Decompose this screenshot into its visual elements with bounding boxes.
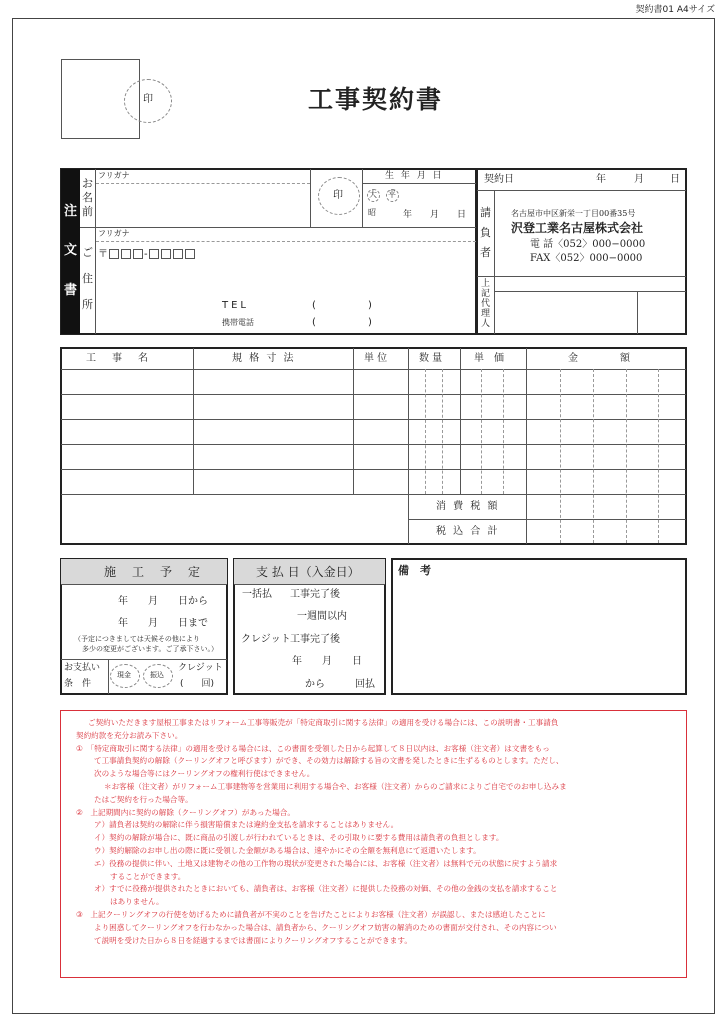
divider [362, 169, 363, 227]
col-header-unit: 単 位 [364, 353, 388, 364]
divider [108, 659, 109, 694]
divider [96, 183, 310, 184]
notice-line: て説明を受けた日から８日を経過するまでは書面によりクーリングオフすることができます。 [94, 935, 412, 945]
divider [593, 369, 594, 543]
lump-sum-label: 一括払 [242, 589, 272, 600]
birth-ymd: 年 月 日 [403, 210, 467, 220]
furigana-label-2: フリガナ [98, 229, 130, 238]
ukeoi-label-2: 負 [480, 226, 491, 239]
schedule-note-1: （予定につきましては天候その他により [74, 635, 200, 643]
address-label-3: 所 [82, 298, 93, 311]
credit-2: 年 月 日 [292, 656, 362, 667]
divider [481, 369, 482, 494]
remarks-title: 備 考 [398, 564, 431, 577]
address-label-2: 住 [82, 272, 93, 285]
divider [560, 369, 561, 543]
era-taisho: 大 [369, 190, 377, 199]
name-stamp-label: 印 [333, 190, 343, 201]
divider [95, 169, 96, 334]
side-label-3: 書 [64, 283, 78, 298]
notice-line: て工事請負契約の解除（クーリングオフと呼びます）ができ、その効力は解除する旨の文書を発したときに生ずるものとします。ただし、 [94, 756, 564, 766]
schedule-from: 年 月 日から [118, 596, 208, 607]
postal-mark: 〒 [98, 249, 108, 260]
contract-year: 年 [596, 174, 606, 185]
side-label-2: 文 [64, 243, 78, 258]
transfer-option: 振込 [150, 671, 164, 679]
contractor-phone: 電 話〈052〉000−0000 [530, 239, 646, 250]
divider [460, 348, 461, 495]
divider [96, 241, 476, 242]
mobile-label: 携帯電話 [222, 318, 254, 327]
notice-line: オ）すでに役務が提供されたときにおいても、請負者は、お客様（注文者）に提供した役務の対価、その他の金銭の支払を請求すること [94, 884, 558, 894]
credit-3: から 回払 [305, 679, 375, 690]
cash-option: 現金 [117, 671, 131, 679]
contract-month: 月 [634, 174, 644, 185]
schedule-to: 年 月 日まで [118, 618, 208, 629]
remarks-block [391, 558, 687, 695]
agent-label-3: 代 [481, 299, 491, 309]
schedule-title: 施 工 予 定 [104, 565, 203, 579]
payment-date-title: 支 払 日（入金日） [256, 565, 360, 579]
doc-size-label: 契約書01 A4サイズ [635, 5, 715, 15]
credit-label: クレジット [241, 634, 291, 645]
divider [526, 348, 527, 544]
tax-label: 消 費 税 額 [436, 501, 500, 512]
era-heisei: 平 [388, 190, 396, 199]
divider [353, 348, 354, 495]
ukeoi-label-3: 者 [480, 246, 491, 259]
birth-label: 生 年 月 日 [385, 171, 444, 181]
divider [494, 291, 686, 292]
divider [61, 659, 227, 660]
side-label-1: 注 [64, 204, 78, 219]
col-header-spec: 規 格 寸 法 [232, 353, 296, 364]
col-header-name: 工 事 名 [86, 353, 151, 364]
contractor-block [476, 168, 687, 335]
contractor-address: 名古屋市中区新栄一丁目00番35号 [511, 209, 636, 218]
notice-line: はありません。 [110, 897, 164, 907]
notice-line: 次のような場合等にはクーリングオフの権利行使はできません。 [94, 769, 315, 779]
stamp-label: 印 [143, 94, 153, 105]
notice-line: ③ 上記クーリングオフの行使を妨げるために請負者が不実のことを告げたことによりお客様（注文者）が誤認し、または感迫したことに [76, 909, 546, 919]
divider [408, 519, 686, 520]
notice-line: ア）請負者は契約の解除に伴う損害賠償または違約金支払を請求することはありません。 [94, 820, 399, 830]
divider [658, 369, 659, 543]
notice-line: ② 上記期間内に契約の解除（クーリングオフ）があった場合。 [76, 807, 295, 817]
tel-paren-open: ( [312, 300, 316, 311]
agent-label-2: 記 [481, 289, 491, 299]
lump-sum-1: 工事完了後 [290, 589, 340, 600]
contractor-company: 沢登工業名古屋株式会社 [511, 221, 644, 235]
mobile-paren-close: ) [368, 317, 372, 328]
total-label: 税 込 合 計 [436, 526, 500, 537]
credit-option: クレジット [178, 663, 223, 673]
col-header-qty: 数 量 [419, 353, 443, 364]
notice-line: ＊お客様（注文者）がリフォーム工事建物等を営業用に利用する場合や、お客様（注文者）からのご請求によりご自宅でのお申し込みま [104, 781, 567, 791]
mobile-paren-open: ( [312, 317, 316, 328]
lump-sum-2: 一週間以内 [297, 611, 347, 622]
divider [310, 169, 311, 227]
divider [494, 190, 495, 334]
name-label-2: 名 [82, 191, 93, 204]
divider [626, 369, 627, 543]
divider [80, 227, 476, 228]
notice-line: たはご契約を行った場合等。 [94, 794, 193, 804]
divider [408, 348, 409, 544]
notice-line: ご契約いただきます屋根工事またはリフォーム工事等販売が「特定商取引に関する法律」の適用を受ける場合には、この説明書・工事請負 [88, 718, 559, 727]
notice-line: エ）役務の提供に伴い、土地又は建物その他の工作物の現状が変更された場合には、お客様（注文者）は無料で元の状態に戻すよう請求 [94, 858, 558, 868]
era-showa: 昭 [368, 208, 376, 217]
divider [362, 183, 476, 184]
col-header-price: 単 価 [474, 353, 504, 364]
name-label-3: 前 [82, 205, 93, 218]
divider [193, 348, 194, 495]
page-title: 工事契約書 [308, 85, 444, 114]
name-label-1: お [82, 177, 93, 190]
divider [477, 190, 686, 191]
payment-terms-label-1: お支払い [64, 663, 101, 673]
notice-line: より困惑してクーリングオフを行わなかった場合は、請負者から、クーリングオフ妨害の解消のための書面が交付され、その内容につい [94, 922, 557, 932]
postal-code-boxes: 〒 - [98, 245, 196, 260]
ukeoi-label-1: 請 [480, 206, 491, 219]
contract-day: 日 [670, 174, 680, 185]
divider [442, 369, 443, 494]
divider [425, 369, 426, 494]
tel-label: TEL [222, 300, 249, 311]
credit-1: 工事完了後 [290, 634, 340, 645]
payment-terms-label-2: 条 件 [64, 679, 92, 689]
notice-line: することができます。 [110, 871, 186, 881]
agent-label-4: 理 [481, 309, 491, 319]
divider [503, 369, 504, 494]
agent-label-1: 上 [481, 279, 491, 289]
divider [477, 276, 686, 277]
col-header-amount: 金 額 [568, 353, 633, 364]
address-label-1: ご [82, 246, 93, 259]
divider [637, 291, 638, 334]
contractor-fax: FAX〈052〉000−0000 [530, 253, 643, 264]
schedule-note-2: 多少の変更がございます。ご了承下さい。） [82, 645, 218, 653]
notice-line: 契約約款を充分お読み下さい。 [76, 730, 183, 740]
furigana-label: フリガナ [98, 171, 130, 180]
notice-line: イ）契約の解除が場合に、既に商品の引渡しが行われているときは、その引取りに要する費用は請負者の負担とします。 [94, 833, 504, 843]
tel-paren-close: ) [368, 300, 372, 311]
notice-text [68, 717, 680, 947]
credit-times: ( 回) [180, 679, 215, 689]
agent-label-5: 人 [481, 319, 491, 329]
notice-line: ウ）契約解除のお申し出の際に既に受領した金額がある場合は、速やかにその全額を無利息にて返還いたします。 [94, 845, 481, 855]
contract-date-label: 契約日 [484, 174, 514, 185]
notice-line: ① 「特定商取引に関する法律」の適用を受ける場合には、この書面を受領した日から起算して８日以内は、お客様（注文者）は文書をもっ [76, 743, 550, 753]
